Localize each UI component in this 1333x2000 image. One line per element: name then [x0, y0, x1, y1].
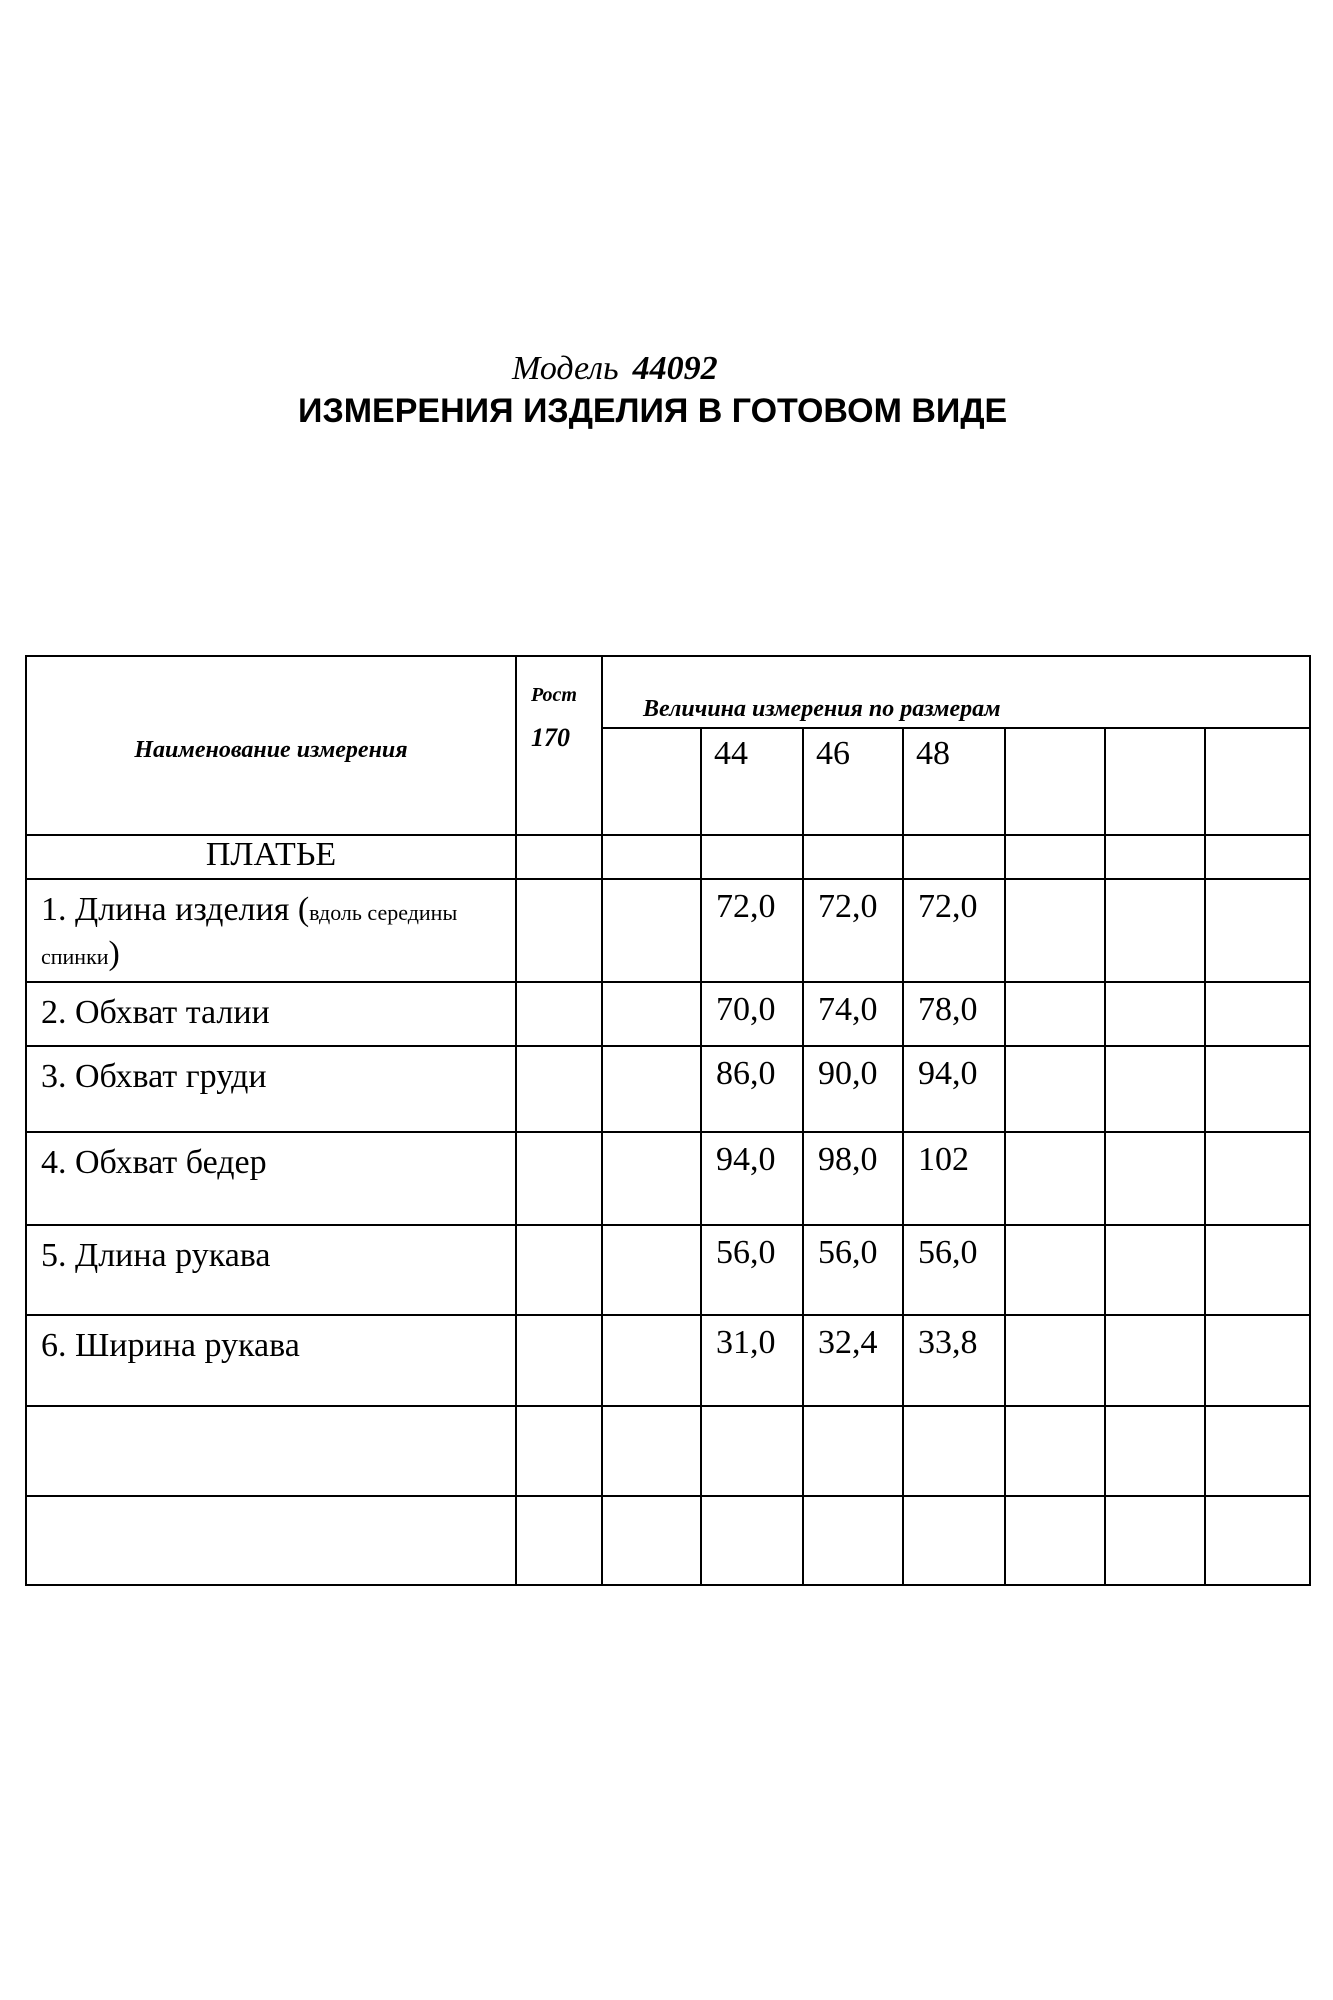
section-label: ПЛАТЬЕ	[26, 835, 516, 879]
model-line	[512, 352, 718, 386]
measurement-name: 4. Обхват бедер	[26, 1132, 516, 1225]
header-height-label: Рост	[531, 684, 577, 706]
value-cell: 90,0	[803, 1046, 903, 1132]
table-row	[26, 982, 1310, 1046]
value-cell: 78,0	[903, 982, 1005, 1046]
value-cell: 72,0	[903, 879, 1005, 982]
value-cell: 56,0	[701, 1225, 803, 1315]
value-cell: 31,0	[701, 1315, 803, 1406]
measurement-name	[26, 879, 516, 982]
size-cell-empty	[1205, 728, 1310, 835]
value-cell: 86,0	[701, 1046, 803, 1132]
table-row	[26, 1225, 1310, 1315]
header-height	[516, 656, 602, 835]
table-row	[26, 1046, 1310, 1132]
page-title: ИЗМЕРЕНИЯ ИЗДЕЛИЯ В ГОТОВОМ ВИДЕ	[298, 392, 1008, 430]
value-cell: 33,8	[903, 1315, 1005, 1406]
measurements-table	[25, 655, 1311, 1586]
header-sizes	[602, 656, 1310, 728]
model-label: Модель	[512, 350, 619, 387]
value-cell: 94,0	[701, 1132, 803, 1225]
value-cell: 74,0	[803, 982, 903, 1046]
measurement-name-text: 1. Длина изделия (	[41, 891, 310, 928]
size-cell-empty	[602, 728, 701, 835]
header-measurement-name	[26, 656, 516, 835]
value-cell: 32,4	[803, 1315, 903, 1406]
table-row-empty	[26, 1406, 1310, 1496]
measurement-note: вдоль середины спинки	[41, 900, 458, 970]
value-cell: 72,0	[701, 879, 803, 982]
value-cell: 102	[903, 1132, 1005, 1225]
header-measurement-name-label: Наименование измерения	[134, 736, 408, 763]
measurement-name: 6. Ширина рукава	[26, 1315, 516, 1406]
value-cell: 56,0	[903, 1225, 1005, 1315]
measurement-name: 3. Обхват груди	[26, 1046, 516, 1132]
table-row	[26, 1132, 1310, 1225]
value-cell: 94,0	[903, 1046, 1005, 1132]
value-cell: 72,0	[803, 879, 903, 982]
value-cell: 98,0	[803, 1132, 903, 1225]
value-cell: 56,0	[803, 1225, 903, 1315]
size-44: 44	[701, 728, 803, 835]
size-46: 46	[803, 728, 903, 835]
header-height-value: 170	[531, 723, 570, 752]
model-number: 44092	[632, 350, 718, 387]
measurement-name: 5. Длина рукава	[26, 1225, 516, 1315]
size-48: 48	[903, 728, 1005, 835]
table-row-empty	[26, 1496, 1310, 1585]
table-row	[26, 1315, 1310, 1406]
header-sizes-label: Величина измерения по размерам	[643, 696, 1001, 722]
value-cell: 70,0	[701, 982, 803, 1046]
size-cell-empty	[1105, 728, 1205, 835]
measurement-name: 2. Обхват талии	[26, 982, 516, 1046]
section-row	[26, 835, 1310, 879]
size-cell-empty	[1005, 728, 1105, 835]
table-row	[26, 879, 1310, 982]
measurement-note-close: )	[108, 935, 120, 973]
